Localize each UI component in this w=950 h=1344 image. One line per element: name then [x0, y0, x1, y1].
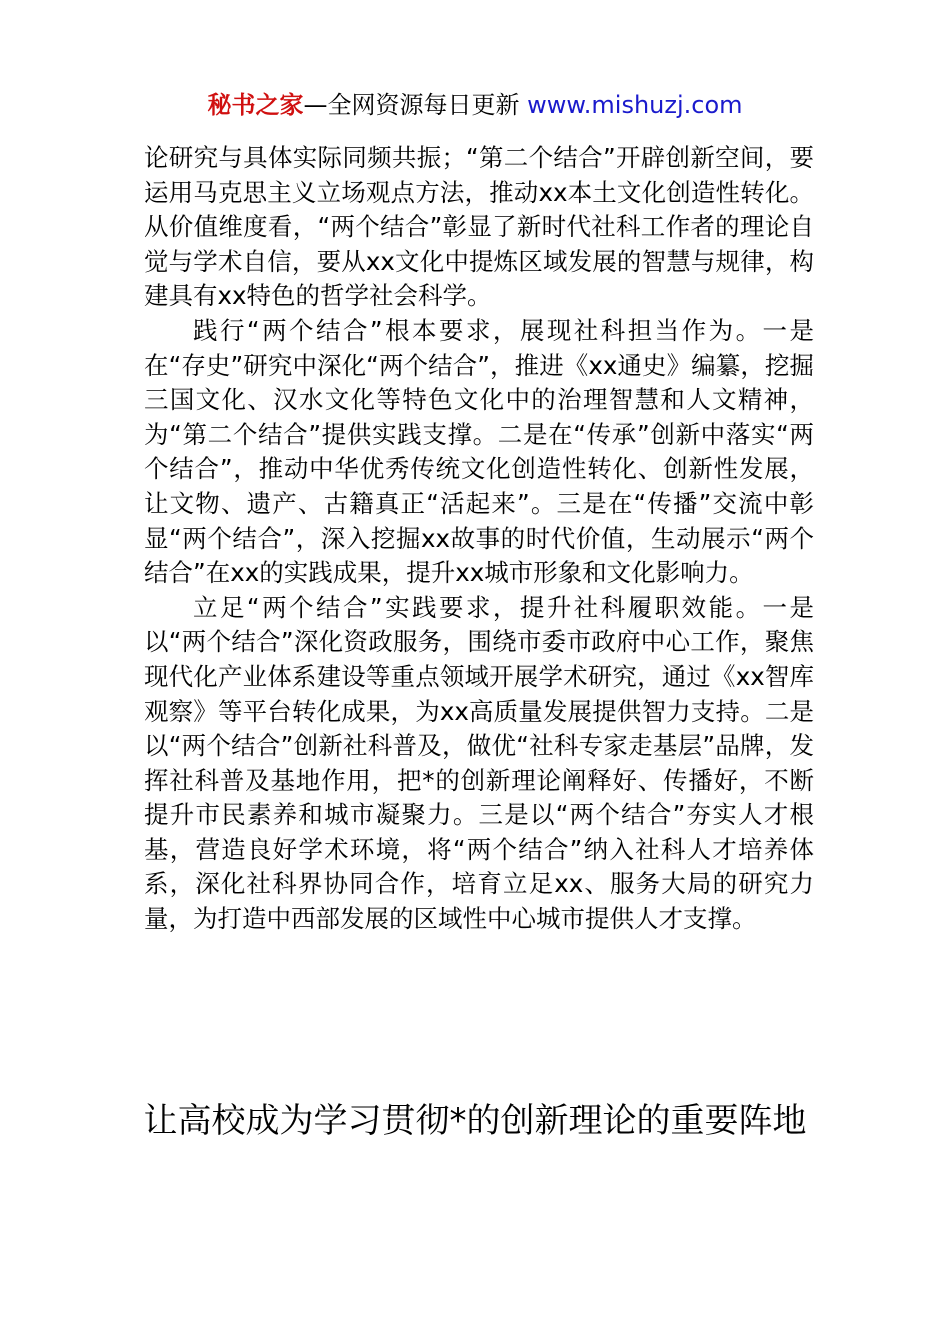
document-body	[144, 141, 814, 937]
section-title: 让高校成为学习贯彻*的创新理论的重要阵地	[143, 1101, 807, 1141]
header-site-link[interactable]: www.mishuzj.com	[527, 91, 743, 119]
header-tagline: —全网资源每日更新	[303, 91, 528, 119]
paragraph: 立足“两个结合”实践要求，提升社科履职效能。一是以“两个结合”深化资政服务，围绕市委市政府中心工作，聚焦现代化产业体系建设等重点领域开展学术研究，通过《xx智库观察》等平台转化成果，为xx高质量发展提供智力支持。二是以“两个结合”创新社科普及，做优“社科专家走基层”品牌，发挥社科普及基地作用，把*的创新理论阐释好、传播好，不断提升市民素养和城市凝聚力。三是以“两个结合”夯实人才根基，营造良好学术环境，将“两个结合”纳入社科人才培养体系，深化社科界协同合作，培育立足xx、服务大局的研究力量，为打造中西部发展的区域性中心城市提供人才支撑。	[144, 592, 814, 934]
header-brand: 秘书之家	[207, 91, 304, 119]
page-header	[0, 88, 950, 122]
paragraph-continued: 论研究与具体实际同频共振；“第二个结合”开辟创新空间，要运用马克思主义立场观点方法，推动xx本土文化创造性转化。从价值维度看，“两个结合”彰显了新时代社科工作者的理论自觉与学术自信，要从xx文化中提炼区域发展的智慧与规律，构建具有xx特色的哲学社会科学。	[144, 143, 814, 311]
paragraph: 践行“两个结合”根本要求，展现社科担当作为。一是在“存史”研究中深化“两个结合”，推进《xx通史》编纂，挖掘三国文化、汉水文化等特色文化中的治理智慧和人文精神，为“第二个结合”提供实践支撑。二是在“传承”创新中落实“两个结合”，推动中华优秀传统文化创造性转化、创新性发展，让文物、遗产、古籍真正“活起来”。三是在“传播”交流中彰显“两个结合”，深入挖掘xx故事的时代价值，生动展示“两个结合”在xx的实践成果，提升xx城市形象和文化影响力。	[144, 315, 814, 588]
